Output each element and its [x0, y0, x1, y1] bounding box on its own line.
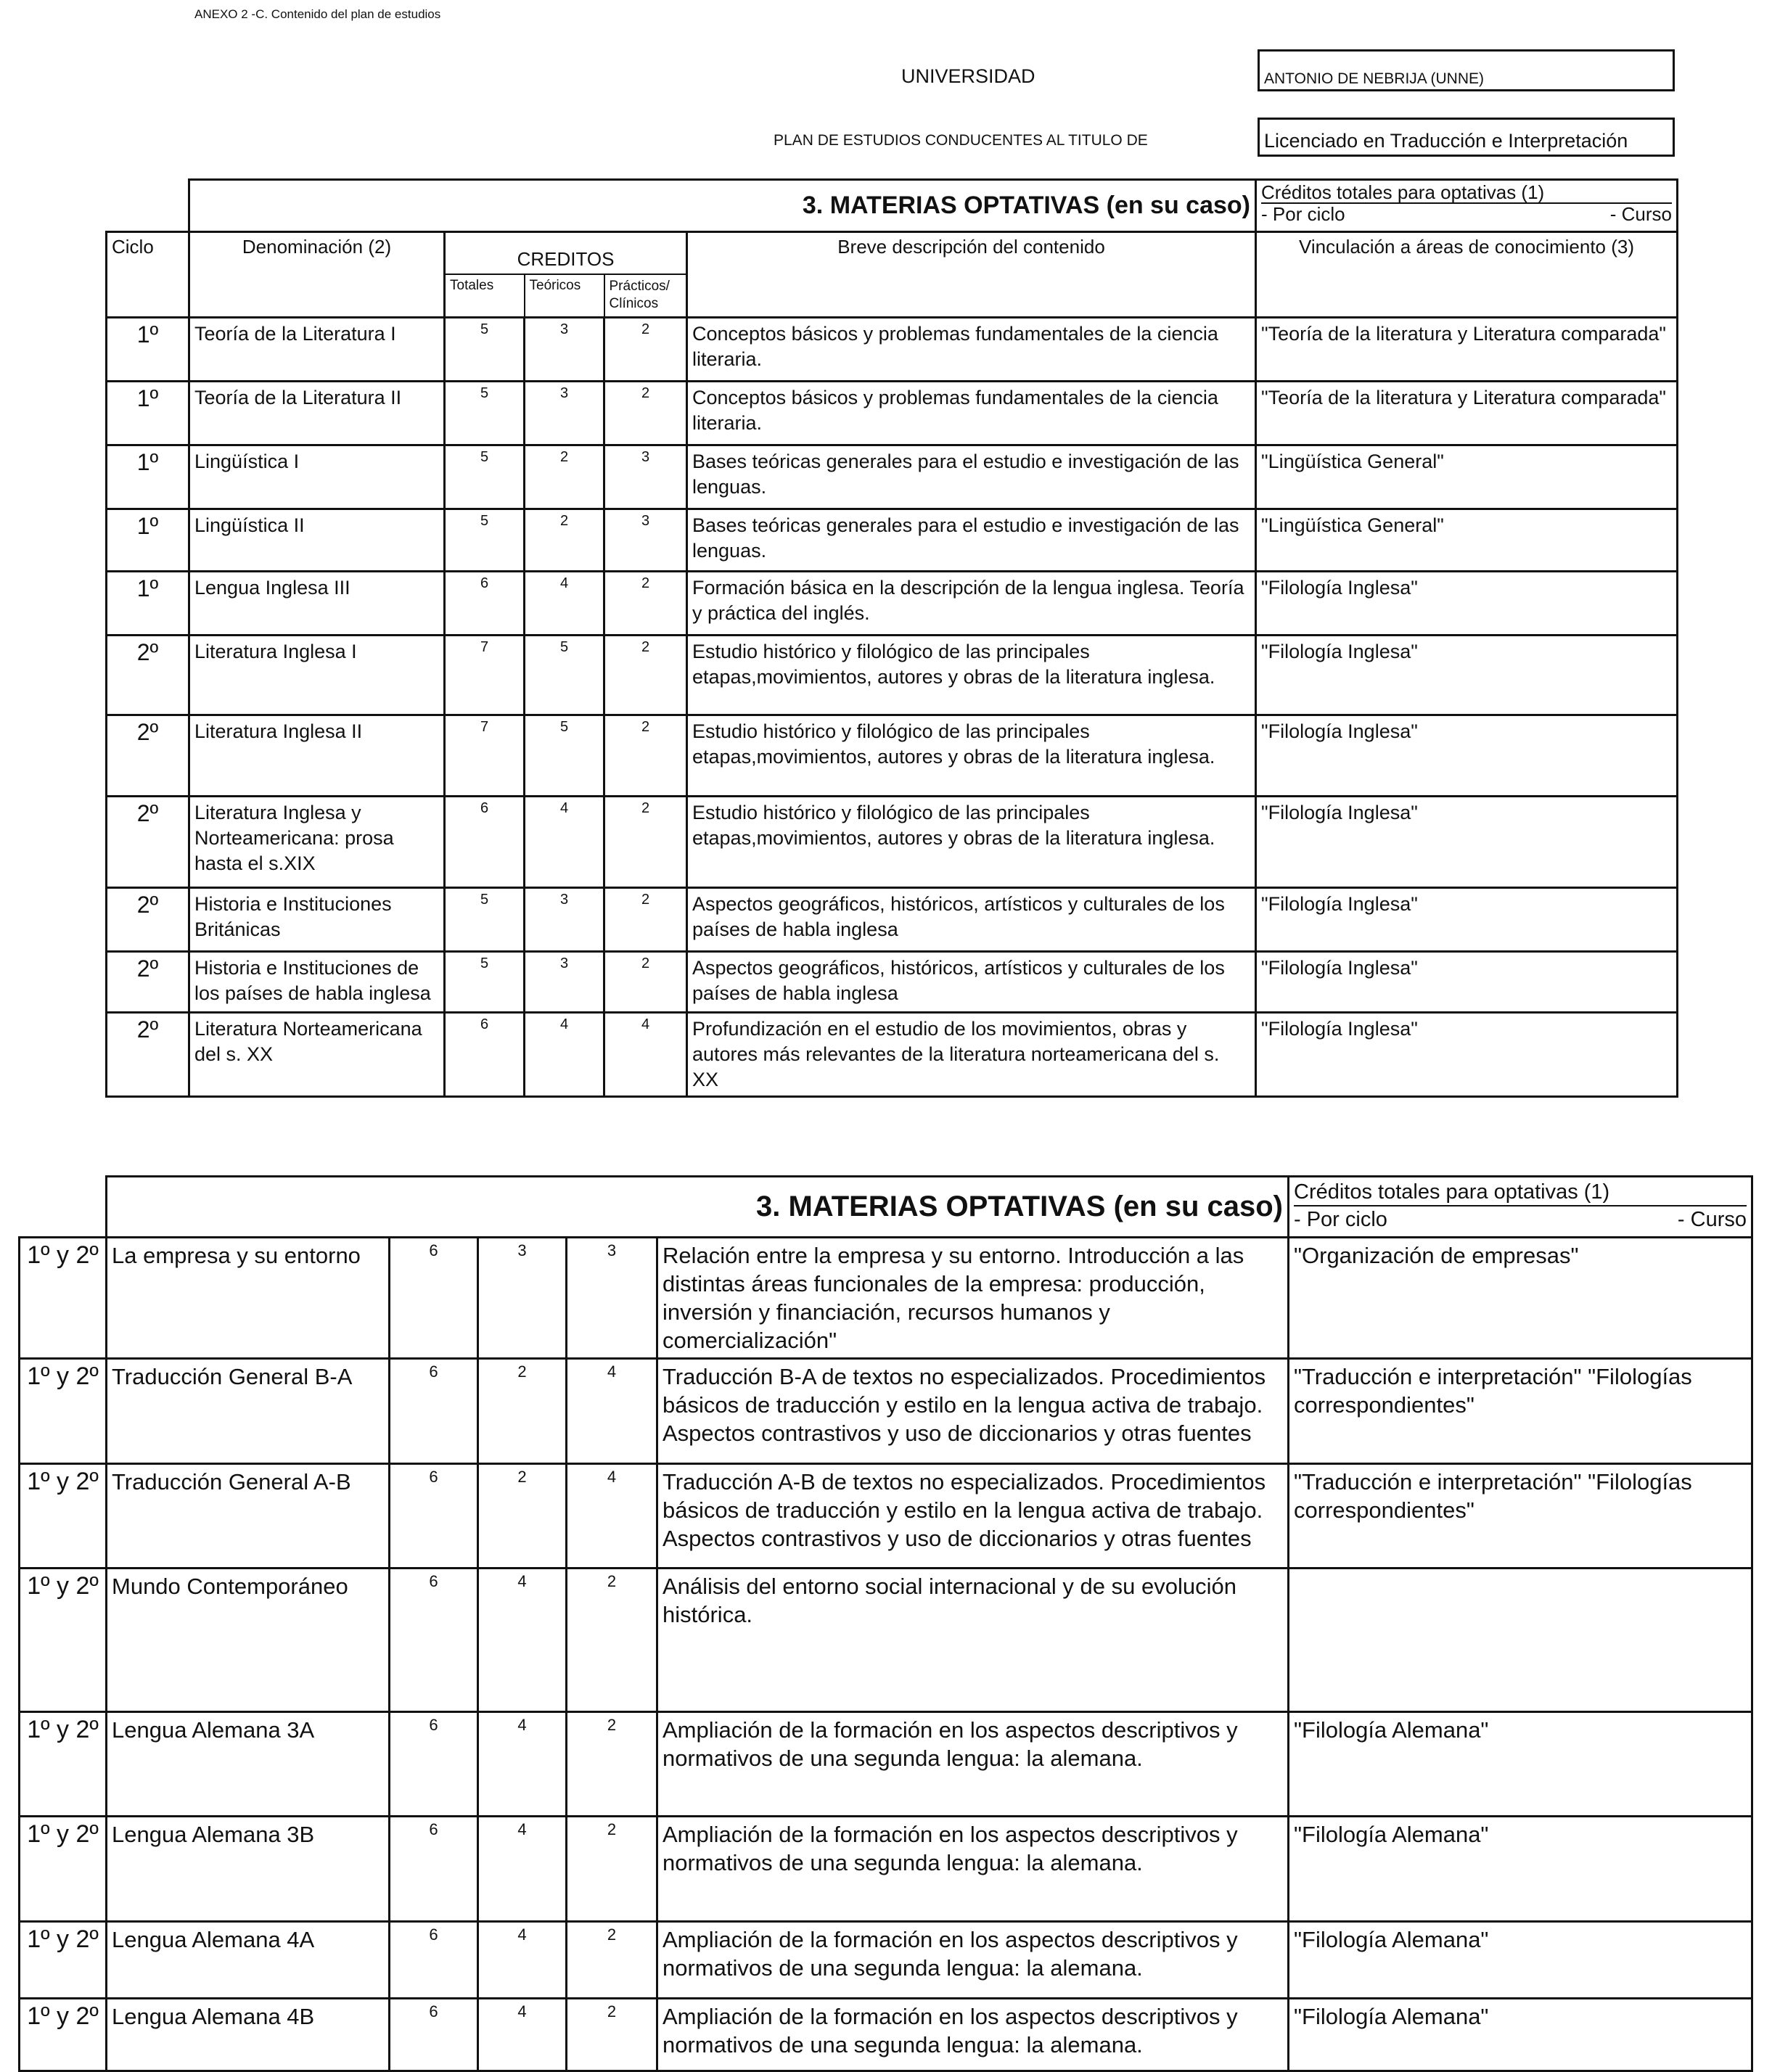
totales-cell: 6	[390, 1922, 478, 1999]
vinculacion-cell: "Filología Alemana"	[1289, 1922, 1752, 1999]
table-row	[20, 1569, 1752, 1712]
vinculacion-cell: "Filología Inglesa"	[1256, 952, 1678, 1013]
teoricos-cell: 4	[525, 572, 604, 636]
curso-label: - Curso	[1609, 203, 1673, 225]
totales-cell: 5	[445, 318, 525, 382]
vinculacion-cell: "Filología Inglesa"	[1256, 715, 1678, 797]
totales-cell: 5	[445, 509, 525, 572]
descripcion-cell: Conceptos básicos y problemas fundamentales de la ciencia literaria.	[687, 382, 1256, 445]
vinculacion-cell: "Teoría de la literatura y Literatura comparada"	[1256, 318, 1678, 382]
descripcion-cell: Traducción A-B de textos no especializados. Procedimientos básicos de traducción y estilo en la lengua activa de trabajo. Aspectos contrastivos y uso de diccionarios y otras fuentes	[657, 1464, 1289, 1569]
teoricos-cell: 4	[525, 1013, 604, 1097]
teoricos-cell: 3	[525, 888, 604, 952]
practicos-cell: 2	[567, 1922, 657, 1999]
vinculacion-cell: "Filología Inglesa"	[1256, 888, 1678, 952]
table-row	[107, 382, 1678, 445]
teoricos-cell: 2	[478, 1359, 567, 1464]
vinculacion-cell: "Lingüística General"	[1256, 509, 1678, 572]
vinculacion-cell: "Filología Inglesa"	[1256, 797, 1678, 888]
col-denominacion: Denominación (2)	[189, 232, 445, 318]
section-title-2: 3. MATERIAS OPTATIVAS (en su caso)	[107, 1177, 1289, 1238]
descripcion-cell: Formación básica en la descripción de la lengua inglesa. Teoría y práctica del inglés.	[687, 572, 1256, 636]
denominacion-cell: Lingüística II	[189, 509, 445, 572]
vinculacion-cell	[1289, 1569, 1752, 1712]
practicos-cell: 3	[604, 509, 687, 572]
curso-label-2: - Curso	[1677, 1208, 1747, 1231]
practicos-cell: 2	[604, 318, 687, 382]
practicos-cell: 2	[567, 1569, 657, 1712]
table-row	[20, 1464, 1752, 1569]
denominacion-cell: Traducción General A-B	[107, 1464, 390, 1569]
ciclo-cell: 1º y 2º	[20, 1359, 107, 1464]
por-ciclo-label-2: - Por ciclo	[1294, 1208, 1387, 1231]
practicos-cell: 4	[567, 1464, 657, 1569]
totales-cell: 6	[390, 1359, 478, 1464]
teoricos-cell: 4	[478, 1922, 567, 1999]
table-row	[20, 1238, 1752, 1359]
descripcion-cell: Traducción B-A de textos no especializados. Procedimientos básicos de traducción y estilo en la lengua activa de trabajo. Aspectos contrastivos y uso de diccionarios y otras fuentes	[657, 1359, 1289, 1464]
ciclo-cell: 1º	[107, 382, 189, 445]
denominacion-cell: Lengua Alemana 4B	[107, 1999, 390, 2071]
credits-title: Créditos totales para optativas (1)	[1261, 181, 1545, 203]
table-row	[107, 445, 1678, 509]
teoricos-cell: 5	[525, 715, 604, 797]
vinculacion-cell: "Organización de empresas"	[1289, 1238, 1752, 1359]
descripcion-cell: Aspectos geográficos, históricos, artísticos y culturales de los países de habla inglesa	[687, 952, 1256, 1013]
credits-box	[1256, 180, 1678, 232]
denominacion-cell: Historia e Instituciones de los países de habla inglesa	[189, 952, 445, 1013]
denominacion-cell: Historia e Instituciones Británicas	[189, 888, 445, 952]
table-row	[107, 797, 1678, 888]
ciclo-cell: 2º	[107, 636, 189, 715]
ciclo-cell: 1º	[107, 445, 189, 509]
descripcion-cell: Ampliación de la formación en los aspectos descriptivos y normativos de una segunda lengua: la alemana.	[657, 1712, 1289, 1817]
denominacion-cell: Literatura Inglesa II	[189, 715, 445, 797]
totales-cell: 5	[445, 382, 525, 445]
col-teoricos: Teóricos	[525, 274, 604, 318]
practicos-cell: 2	[567, 1999, 657, 2071]
section-title: 3. MATERIAS OPTATIVAS (en su caso)	[189, 180, 1256, 232]
table-row	[107, 952, 1678, 1013]
vinculacion-cell: "Filología Alemana"	[1289, 1817, 1752, 1922]
ciclo-cell: 2º	[107, 715, 189, 797]
teoricos-cell: 3	[478, 1238, 567, 1359]
denominacion-cell: Lengua Alemana 4A	[107, 1922, 390, 1999]
vinculacion-cell: "Filología Alemana"	[1289, 1999, 1752, 2071]
practicos-cell: 2	[567, 1712, 657, 1817]
teoricos-cell: 4	[478, 1999, 567, 2071]
ciclo-cell: 1º y 2º	[20, 1922, 107, 1999]
descripcion-cell: Estudio histórico y filológico de las principales etapas,movimientos, autores y obras de la literatura inglesa.	[687, 636, 1256, 715]
practicos-cell: 4	[604, 1013, 687, 1097]
teoricos-cell: 4	[525, 797, 604, 888]
ciclo-cell: 2º	[107, 952, 189, 1013]
table-row	[20, 1359, 1752, 1464]
denominacion-cell: Lengua Alemana 3B	[107, 1817, 390, 1922]
teoricos-cell: 2	[478, 1464, 567, 1569]
denominacion-cell: Literatura Inglesa y Norteamericana: prosa hasta el s.XIX	[189, 797, 445, 888]
descripcion-cell: Profundización en el estudio de los movimientos, obras y autores más relevantes de la literatura norteamericana del s. XX	[687, 1013, 1256, 1097]
vinculacion-cell: "Filología Inglesa"	[1256, 1013, 1678, 1097]
teoricos-cell: 3	[525, 382, 604, 445]
practicos-cell: 2	[604, 888, 687, 952]
university-label: UNIVERSIDAD	[901, 65, 1035, 87]
descripcion-cell: Relación entre la empresa y su entorno. Introducción a las distintas áreas funcionales de la empresa: producción, inversión y financiación, recursos humanos y comercialización"	[657, 1238, 1289, 1359]
ciclo-cell: 1º y 2º	[20, 1817, 107, 1922]
credits-box-2	[1289, 1177, 1752, 1238]
ciclo-cell: 2º	[107, 888, 189, 952]
practicos-cell: 2	[604, 952, 687, 1013]
descripcion-cell: Ampliación de la formación en los aspectos descriptivos y normativos de una segunda lengua: la alemana.	[657, 1922, 1289, 1999]
descripcion-cell: Estudio histórico y filológico de las principales etapas,movimientos, autores y obras de la literatura inglesa.	[687, 715, 1256, 797]
table-row	[20, 1922, 1752, 1999]
ciclo-cell: 1º y 2º	[20, 1569, 107, 1712]
teoricos-cell: 3	[525, 318, 604, 382]
ciclo-cell: 1º y 2º	[20, 1999, 107, 2071]
totales-cell: 5	[445, 952, 525, 1013]
denominacion-cell: Lingüística I	[189, 445, 445, 509]
practicos-cell: 2	[604, 636, 687, 715]
teoricos-cell: 2	[525, 445, 604, 509]
descripcion-cell: Bases teóricas generales para el estudio e investigación de las lenguas.	[687, 445, 1256, 509]
table-row	[107, 715, 1678, 797]
ciclo-cell: 1º y 2º	[20, 1712, 107, 1817]
practicos-cell: 2	[567, 1817, 657, 1922]
ciclo-cell: 2º	[107, 1013, 189, 1097]
teoricos-cell: 3	[525, 952, 604, 1013]
totales-cell: 6	[390, 1569, 478, 1712]
descripcion-cell: Ampliación de la formación en los aspectos descriptivos y normativos de una segunda lengua: la alemana.	[657, 1817, 1289, 1922]
descripcion-cell: Aspectos geográficos, históricos, artísticos y culturales de los países de habla inglesa	[687, 888, 1256, 952]
table-row	[107, 1013, 1678, 1097]
col-creditos: CREDITOS	[445, 232, 687, 274]
teoricos-cell: 4	[478, 1712, 567, 1817]
practicos-cell: 2	[604, 382, 687, 445]
vinculacion-cell: "Filología Inglesa"	[1256, 572, 1678, 636]
practicos-cell: 2	[604, 715, 687, 797]
descripcion-cell: Conceptos básicos y problemas fundamentales de la ciencia literaria.	[687, 318, 1256, 382]
totales-cell: 6	[445, 572, 525, 636]
ciclo-cell: 1º y 2º	[20, 1238, 107, 1359]
ciclo-cell: 1º	[107, 318, 189, 382]
denominacion-cell: Traducción General B-A	[107, 1359, 390, 1464]
table-row	[20, 1999, 1752, 2071]
teoricos-cell: 5	[525, 636, 604, 715]
denominacion-cell: Literatura Norteamericana del s. XX	[189, 1013, 445, 1097]
plan-value: Licenciado en Traducción e Interpretación	[1258, 118, 1675, 157]
table-row	[20, 1712, 1752, 1817]
vinculacion-cell: "Lingüística General"	[1256, 445, 1678, 509]
practicos-cell: 4	[567, 1359, 657, 1464]
vinculacion-cell: "Filología Alemana"	[1289, 1712, 1752, 1817]
table-row	[107, 318, 1678, 382]
practicos-cell: 2	[604, 572, 687, 636]
col-descripcion: Breve descripción del contenido	[687, 232, 1256, 318]
totales-cell: 6	[445, 1013, 525, 1097]
teoricos-cell: 4	[478, 1817, 567, 1922]
descripcion-cell: Análisis del entorno social internacional y de su evolución histórica.	[657, 1569, 1289, 1712]
university-value: ANTONIO DE NEBRIJA (UNNE)	[1258, 49, 1675, 91]
denominacion-cell: Teoría de la Literatura II	[189, 382, 445, 445]
optativas-table-1	[105, 178, 1678, 1098]
denominacion-cell: Lengua Alemana 3A	[107, 1712, 390, 1817]
denominacion-cell: Lengua Inglesa III	[189, 572, 445, 636]
totales-cell: 5	[445, 888, 525, 952]
descripcion-cell: Ampliación de la formación en los aspectos descriptivos y normativos de una segunda lengua: la alemana.	[657, 1999, 1289, 2071]
descripcion-cell: Bases teóricas generales para el estudio e investigación de las lenguas.	[687, 509, 1256, 572]
ciclo-cell: 1º	[107, 509, 189, 572]
table-row	[107, 572, 1678, 636]
ciclo-cell: 2º	[107, 797, 189, 888]
totales-cell: 7	[445, 715, 525, 797]
col-ciclo: Ciclo	[107, 232, 189, 318]
col-practicos: Prácticos/ Clínicos	[604, 274, 687, 318]
ciclo-cell: 1º y 2º	[20, 1464, 107, 1569]
totales-cell: 6	[390, 1999, 478, 2071]
totales-cell: 6	[390, 1464, 478, 1569]
totales-cell: 6	[390, 1817, 478, 1922]
table-row	[107, 888, 1678, 952]
por-ciclo-label: - Por ciclo	[1261, 203, 1345, 225]
vinculacion-cell: "Filología Inglesa"	[1256, 636, 1678, 715]
ciclo-cell: 1º	[107, 572, 189, 636]
denominacion-cell: Literatura Inglesa I	[189, 636, 445, 715]
totales-cell: 5	[445, 445, 525, 509]
table-row	[107, 509, 1678, 572]
plan-label: PLAN DE ESTUDIOS CONDUCENTES AL TITULO DE	[774, 132, 1148, 149]
totales-cell: 6	[390, 1712, 478, 1817]
vinculacion-cell: "Teoría de la literatura y Literatura comparada"	[1256, 382, 1678, 445]
teoricos-cell: 2	[525, 509, 604, 572]
vinculacion-cell: "Traducción e interpretación" "Filologías correspondientes"	[1289, 1359, 1752, 1464]
credits-title-2: Créditos totales para optativas (1)	[1294, 1180, 1610, 1204]
optativas-table-2	[18, 1175, 1753, 2072]
col-vinculacion: Vinculación a áreas de conocimiento (3)	[1256, 232, 1678, 318]
denominacion-cell: Mundo Contemporáneo	[107, 1569, 390, 1712]
table-row	[107, 636, 1678, 715]
denominacion-cell: Teoría de la Literatura I	[189, 318, 445, 382]
practicos-cell: 2	[604, 797, 687, 888]
totales-cell: 6	[445, 797, 525, 888]
table-row	[20, 1817, 1752, 1922]
col-totales: Totales	[445, 274, 525, 318]
vinculacion-cell: "Traducción e interpretación" "Filologías correspondientes"	[1289, 1464, 1752, 1569]
descripcion-cell: Estudio histórico y filológico de las principales etapas,movimientos, autores y obras de la literatura inglesa.	[687, 797, 1256, 888]
totales-cell: 7	[445, 636, 525, 715]
practicos-cell: 3	[567, 1238, 657, 1359]
denominacion-cell: La empresa y su entorno	[107, 1238, 390, 1359]
teoricos-cell: 4	[478, 1569, 567, 1712]
annex-label: ANEXO 2 -C. Contenido del plan de estudios	[194, 7, 441, 21]
totales-cell: 6	[390, 1238, 478, 1359]
practicos-cell: 3	[604, 445, 687, 509]
